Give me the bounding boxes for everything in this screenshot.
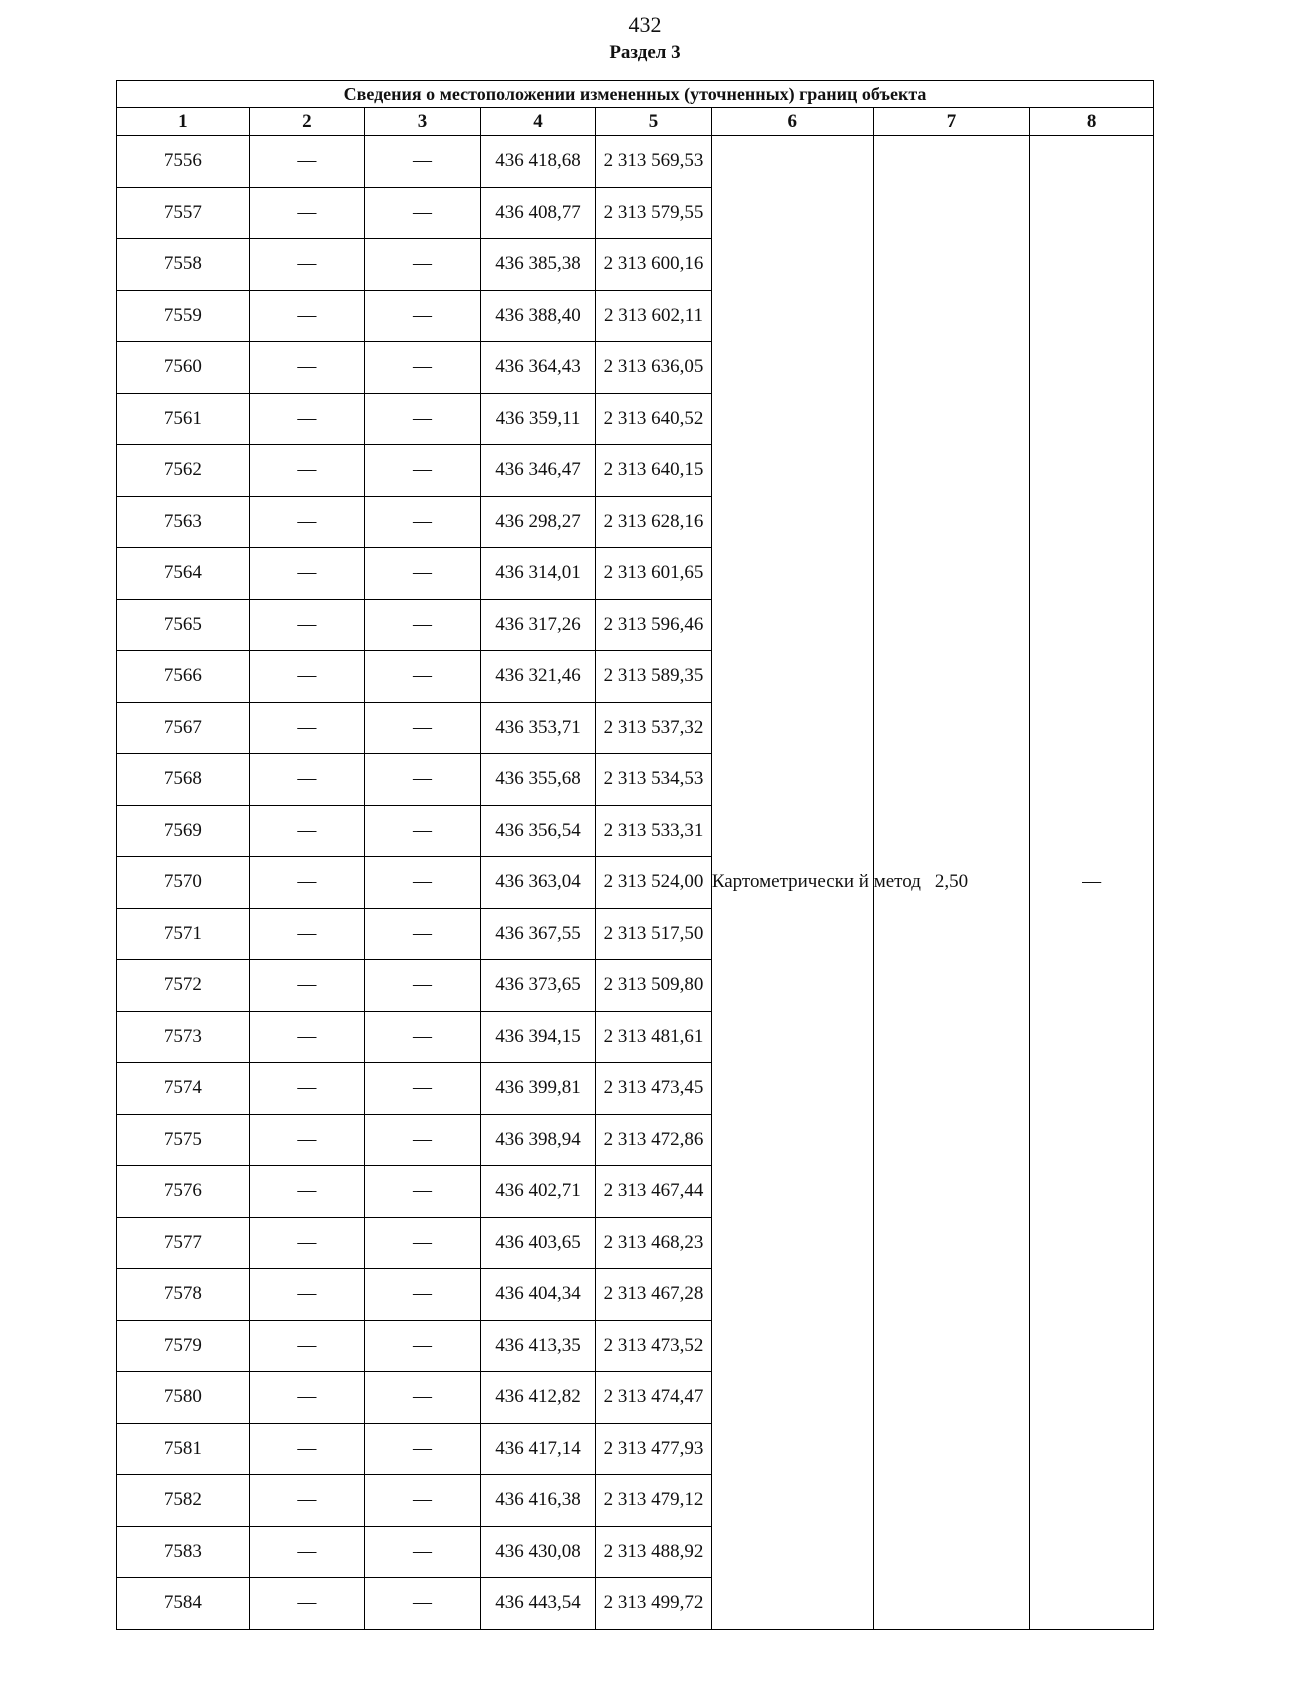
point-number-cell: 7561 [117, 393, 250, 445]
x-coordinate-cell: 436 418,68 [480, 136, 596, 188]
point-number-cell: 7579 [117, 1320, 250, 1372]
column-3-cell: — [365, 136, 481, 188]
point-number-cell: 7578 [117, 1269, 250, 1321]
column-2-cell: — [249, 342, 365, 394]
column-2-cell: — [249, 805, 365, 857]
column-2-cell: — [249, 239, 365, 291]
x-coordinate-cell: 436 408,77 [480, 187, 596, 239]
column-2-cell: — [249, 1320, 365, 1372]
column-3-cell: — [365, 1166, 481, 1218]
table-caption: Сведения о местоположении измененных (уточненных) границ объекта [117, 81, 1154, 108]
column-header-8: 8 [1030, 108, 1154, 136]
x-coordinate-cell: 436 346,47 [480, 445, 596, 497]
y-coordinate-cell: 2 313 488,92 [596, 1526, 712, 1578]
point-number-cell: 7575 [117, 1114, 250, 1166]
y-coordinate-cell: 2 313 636,05 [596, 342, 712, 394]
page-number: 432 [628, 12, 662, 37]
column-2-cell: — [249, 1372, 365, 1424]
x-coordinate-cell: 436 416,38 [480, 1475, 596, 1527]
coordinates-table [116, 80, 1154, 1630]
x-coordinate-cell: 436 417,14 [480, 1423, 596, 1475]
point-number-cell: 7576 [117, 1166, 250, 1218]
x-coordinate-cell: 436 388,40 [480, 290, 596, 342]
point-number-cell: 7569 [117, 805, 250, 857]
column-2-cell: — [249, 960, 365, 1012]
column-3-cell: — [365, 805, 481, 857]
column-2-cell: — [249, 1578, 365, 1630]
point-number-cell: 7570 [117, 857, 250, 909]
column-header-6: 6 [711, 108, 873, 136]
y-coordinate-cell: 2 313 473,45 [596, 1063, 712, 1115]
y-coordinate-cell: 2 313 499,72 [596, 1578, 712, 1630]
x-coordinate-cell: 436 412,82 [480, 1372, 596, 1424]
column-3-cell: — [365, 1114, 481, 1166]
point-number-cell: 7562 [117, 445, 250, 497]
point-number-cell: 7581 [117, 1423, 250, 1475]
column-header-7: 7 [873, 108, 1030, 136]
column-3-cell: — [365, 754, 481, 806]
point-number-cell: 7574 [117, 1063, 250, 1115]
y-coordinate-cell: 2 313 477,93 [596, 1423, 712, 1475]
column-2-cell: — [249, 1475, 365, 1527]
x-coordinate-cell: 436 367,55 [480, 908, 596, 960]
column-3-cell: — [365, 393, 481, 445]
y-coordinate-cell: 2 313 579,55 [596, 187, 712, 239]
column-3-cell: — [365, 445, 481, 497]
y-coordinate-cell: 2 313 569,53 [596, 136, 712, 188]
point-number-cell: 7558 [117, 239, 250, 291]
x-coordinate-cell: 436 399,81 [480, 1063, 596, 1115]
column-3-cell: — [365, 1372, 481, 1424]
x-coordinate-cell: 436 403,65 [480, 1217, 596, 1269]
column-3-cell: — [365, 1578, 481, 1630]
x-coordinate-cell: 436 385,38 [480, 239, 596, 291]
column-3-cell: — [365, 239, 481, 291]
x-coordinate-cell: 436 394,15 [480, 1011, 596, 1063]
x-coordinate-cell: 436 443,54 [480, 1578, 596, 1630]
accuracy-cell: 2,50 [873, 136, 1030, 1630]
column-3-cell: — [365, 548, 481, 600]
column-2-cell: — [249, 857, 365, 909]
y-coordinate-cell: 2 313 589,35 [596, 651, 712, 703]
x-coordinate-cell: 436 402,71 [480, 1166, 596, 1218]
x-coordinate-cell: 436 359,11 [480, 393, 596, 445]
column-2-cell: — [249, 1114, 365, 1166]
x-coordinate-cell: 436 355,68 [480, 754, 596, 806]
column-8-cell: — [1030, 136, 1154, 1630]
x-coordinate-cell: 436 314,01 [480, 548, 596, 600]
point-number-cell: 7568 [117, 754, 250, 806]
section-title: Раздел 3 [609, 42, 681, 63]
column-3-cell: — [365, 1320, 481, 1372]
column-header-2: 2 [249, 108, 365, 136]
column-2-cell: — [249, 136, 365, 188]
y-coordinate-cell: 2 313 474,47 [596, 1372, 712, 1424]
point-number-cell: 7572 [117, 960, 250, 1012]
column-2-cell: — [249, 290, 365, 342]
column-2-cell: — [249, 1526, 365, 1578]
column-2-cell: — [249, 548, 365, 600]
y-coordinate-cell: 2 313 517,50 [596, 908, 712, 960]
y-coordinate-cell: 2 313 468,23 [596, 1217, 712, 1269]
column-2-cell: — [249, 1166, 365, 1218]
point-number-cell: 7564 [117, 548, 250, 600]
y-coordinate-cell: 2 313 600,16 [596, 239, 712, 291]
y-coordinate-cell: 2 313 596,46 [596, 599, 712, 651]
column-header-3: 3 [365, 108, 481, 136]
x-coordinate-cell: 436 364,43 [480, 342, 596, 394]
column-3-cell: — [365, 1423, 481, 1475]
point-number-cell: 7580 [117, 1372, 250, 1424]
y-coordinate-cell: 2 313 533,31 [596, 805, 712, 857]
point-number-cell: 7582 [117, 1475, 250, 1527]
column-2-cell: — [249, 496, 365, 548]
column-3-cell: — [365, 1526, 481, 1578]
y-coordinate-cell: 2 313 473,52 [596, 1320, 712, 1372]
point-number-cell: 7566 [117, 651, 250, 703]
x-coordinate-cell: 436 430,08 [480, 1526, 596, 1578]
point-number-cell: 7583 [117, 1526, 250, 1578]
x-coordinate-cell: 436 356,54 [480, 805, 596, 857]
column-3-cell: — [365, 1475, 481, 1527]
x-coordinate-cell: 436 404,34 [480, 1269, 596, 1321]
y-coordinate-cell: 2 313 467,44 [596, 1166, 712, 1218]
point-number-cell: 7557 [117, 187, 250, 239]
column-2-cell: — [249, 1217, 365, 1269]
column-3-cell: — [365, 187, 481, 239]
y-coordinate-cell: 2 313 467,28 [596, 1269, 712, 1321]
column-3-cell: — [365, 496, 481, 548]
y-coordinate-cell: 2 313 472,86 [596, 1114, 712, 1166]
y-coordinate-cell: 2 313 479,12 [596, 1475, 712, 1527]
y-coordinate-cell: 2 313 481,61 [596, 1011, 712, 1063]
column-3-cell: — [365, 702, 481, 754]
column-2-cell: — [249, 599, 365, 651]
y-coordinate-cell: 2 313 524,00 [596, 857, 712, 909]
point-number-cell: 7559 [117, 290, 250, 342]
column-3-cell: — [365, 651, 481, 703]
column-2-cell: — [249, 702, 365, 754]
table-row [117, 136, 1154, 188]
column-header-4: 4 [480, 108, 596, 136]
table-caption-row [117, 81, 1154, 108]
x-coordinate-cell: 436 373,65 [480, 960, 596, 1012]
method-cell: Картометрически й метод [711, 136, 873, 1630]
point-number-cell: 7560 [117, 342, 250, 394]
column-3-cell: — [365, 1269, 481, 1321]
y-coordinate-cell: 2 313 628,16 [596, 496, 712, 548]
column-2-cell: — [249, 754, 365, 806]
point-number-cell: 7584 [117, 1578, 250, 1630]
point-number-cell: 7573 [117, 1011, 250, 1063]
column-3-cell: — [365, 857, 481, 909]
y-coordinate-cell: 2 313 537,32 [596, 702, 712, 754]
column-3-cell: — [365, 342, 481, 394]
x-coordinate-cell: 436 413,35 [480, 1320, 596, 1372]
column-2-cell: — [249, 445, 365, 497]
point-number-cell: 7565 [117, 599, 250, 651]
column-2-cell: — [249, 1063, 365, 1115]
column-header-5: 5 [596, 108, 712, 136]
y-coordinate-cell: 2 313 534,53 [596, 754, 712, 806]
column-3-cell: — [365, 599, 481, 651]
column-3-cell: — [365, 290, 481, 342]
y-coordinate-cell: 2 313 640,15 [596, 445, 712, 497]
column-3-cell: — [365, 1011, 481, 1063]
column-header-1: 1 [117, 108, 250, 136]
table-header-row [117, 108, 1154, 136]
x-coordinate-cell: 436 363,04 [480, 857, 596, 909]
column-2-cell: — [249, 1011, 365, 1063]
column-3-cell: — [365, 1217, 481, 1269]
point-number-cell: 7571 [117, 908, 250, 960]
point-number-cell: 7567 [117, 702, 250, 754]
column-2-cell: — [249, 908, 365, 960]
column-3-cell: — [365, 1063, 481, 1115]
point-number-cell: 7577 [117, 1217, 250, 1269]
y-coordinate-cell: 2 313 602,11 [596, 290, 712, 342]
column-3-cell: — [365, 960, 481, 1012]
y-coordinate-cell: 2 313 640,52 [596, 393, 712, 445]
column-2-cell: — [249, 1423, 365, 1475]
y-coordinate-cell: 2 313 509,80 [596, 960, 712, 1012]
x-coordinate-cell: 436 353,71 [480, 702, 596, 754]
column-2-cell: — [249, 651, 365, 703]
column-2-cell: — [249, 187, 365, 239]
point-number-cell: 7563 [117, 496, 250, 548]
x-coordinate-cell: 436 317,26 [480, 599, 596, 651]
column-2-cell: — [249, 1269, 365, 1321]
x-coordinate-cell: 436 321,46 [480, 651, 596, 703]
x-coordinate-cell: 436 298,27 [480, 496, 596, 548]
column-2-cell: — [249, 393, 365, 445]
point-number-cell: 7556 [117, 136, 250, 188]
y-coordinate-cell: 2 313 601,65 [596, 548, 712, 600]
x-coordinate-cell: 436 398,94 [480, 1114, 596, 1166]
column-3-cell: — [365, 908, 481, 960]
